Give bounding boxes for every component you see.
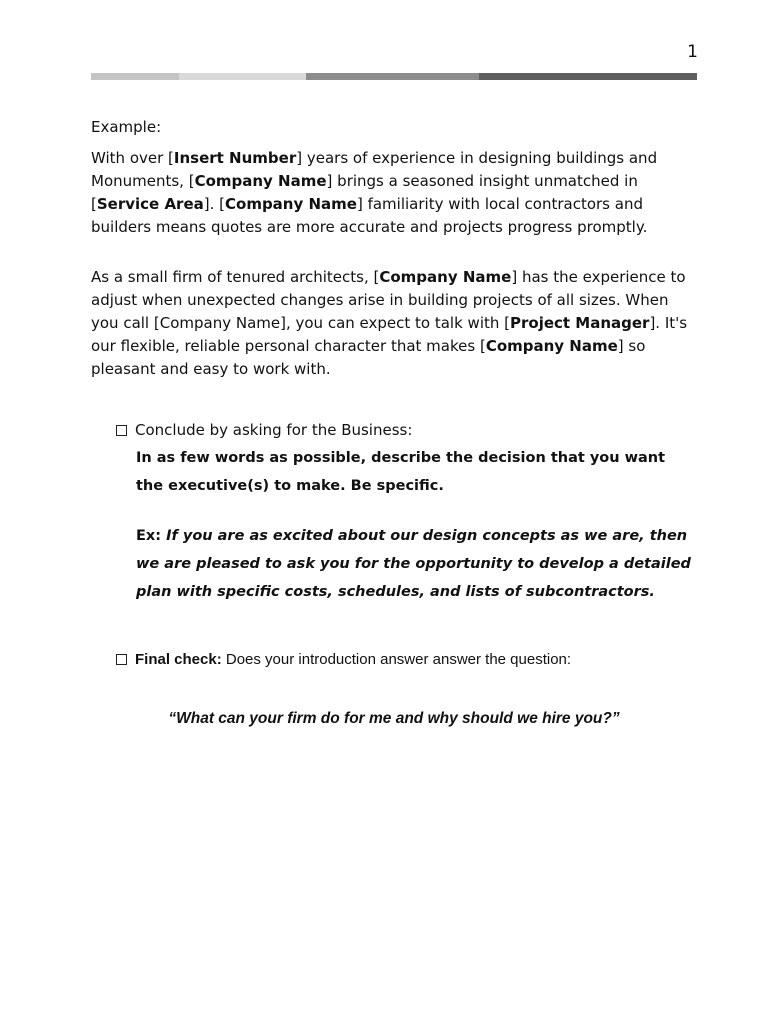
text: ] has the experience to adjust when unexpected changes arise in building projects of all sizes. When you call [Company Name], you can expect to talk with [ xyxy=(91,268,686,332)
checkbox-final[interactable] xyxy=(116,654,127,665)
example-label: Example: xyxy=(91,118,162,136)
final-check-label: Final check: xyxy=(135,651,222,668)
example-prefix: Ex: xyxy=(136,528,167,544)
text: ] years of experience in designing buildings and Monuments, [ xyxy=(91,149,658,190)
text: ] familiarity with local contractors and builders means quotes are more accurate and projects progress promptly. xyxy=(91,195,648,236)
header-rule-segment xyxy=(91,73,179,80)
header-rule-segment xyxy=(179,73,306,80)
checklist-item-ask xyxy=(116,419,696,606)
example-text: If you are as excited about our design concepts as we are, then we are pleased to ask you for the opportunity to develop a detailed plan with specific costs, schedules, and lists of subcontractors. xyxy=(136,528,691,600)
page-number: 1 xyxy=(687,42,698,62)
ask-example xyxy=(136,522,696,606)
final-check-text: Does your introduction answer answer the question: xyxy=(221,651,572,668)
placeholder-company-name: Company Name xyxy=(194,172,327,190)
ask-description: In as few words as possible, describe the decision that you want the executive(s) to make. Be specific. xyxy=(136,450,666,494)
text: ]. [ xyxy=(203,195,225,213)
example-paragraph-2 xyxy=(91,266,697,381)
header-rule xyxy=(91,73,697,80)
body-content xyxy=(91,116,697,381)
placeholder-company-name: Company Name xyxy=(225,195,357,213)
text: As a small firm of tenured architects, [ xyxy=(91,268,380,286)
placeholder-project-manager: Project Manager xyxy=(510,314,650,332)
placeholder-service-area: Service Area xyxy=(96,195,204,213)
example-paragraph-1 xyxy=(91,147,697,239)
header-rule-segment xyxy=(306,73,479,80)
checklist-item-final xyxy=(116,648,696,671)
text: With over [ xyxy=(91,149,174,167)
placeholder-insert-number: Insert Number xyxy=(173,149,297,167)
placeholder-company-name: Company Name xyxy=(485,337,618,355)
final-question-quote: “What can your firm do for me and why should we hire you?” xyxy=(168,710,620,727)
header-rule-segment xyxy=(479,73,697,80)
checkbox-ask[interactable] xyxy=(116,425,127,436)
text: ]. It's our flexible, reliable personal character that makes [ xyxy=(91,314,688,355)
text: ] brings a seasoned insight unmatched in [ xyxy=(91,172,638,213)
placeholder-company-name: Company Name xyxy=(379,268,512,286)
text: ] so pleasant and easy to work with. xyxy=(91,337,646,378)
checklist-label-ask: Conclude by asking for the Business: xyxy=(135,421,413,439)
